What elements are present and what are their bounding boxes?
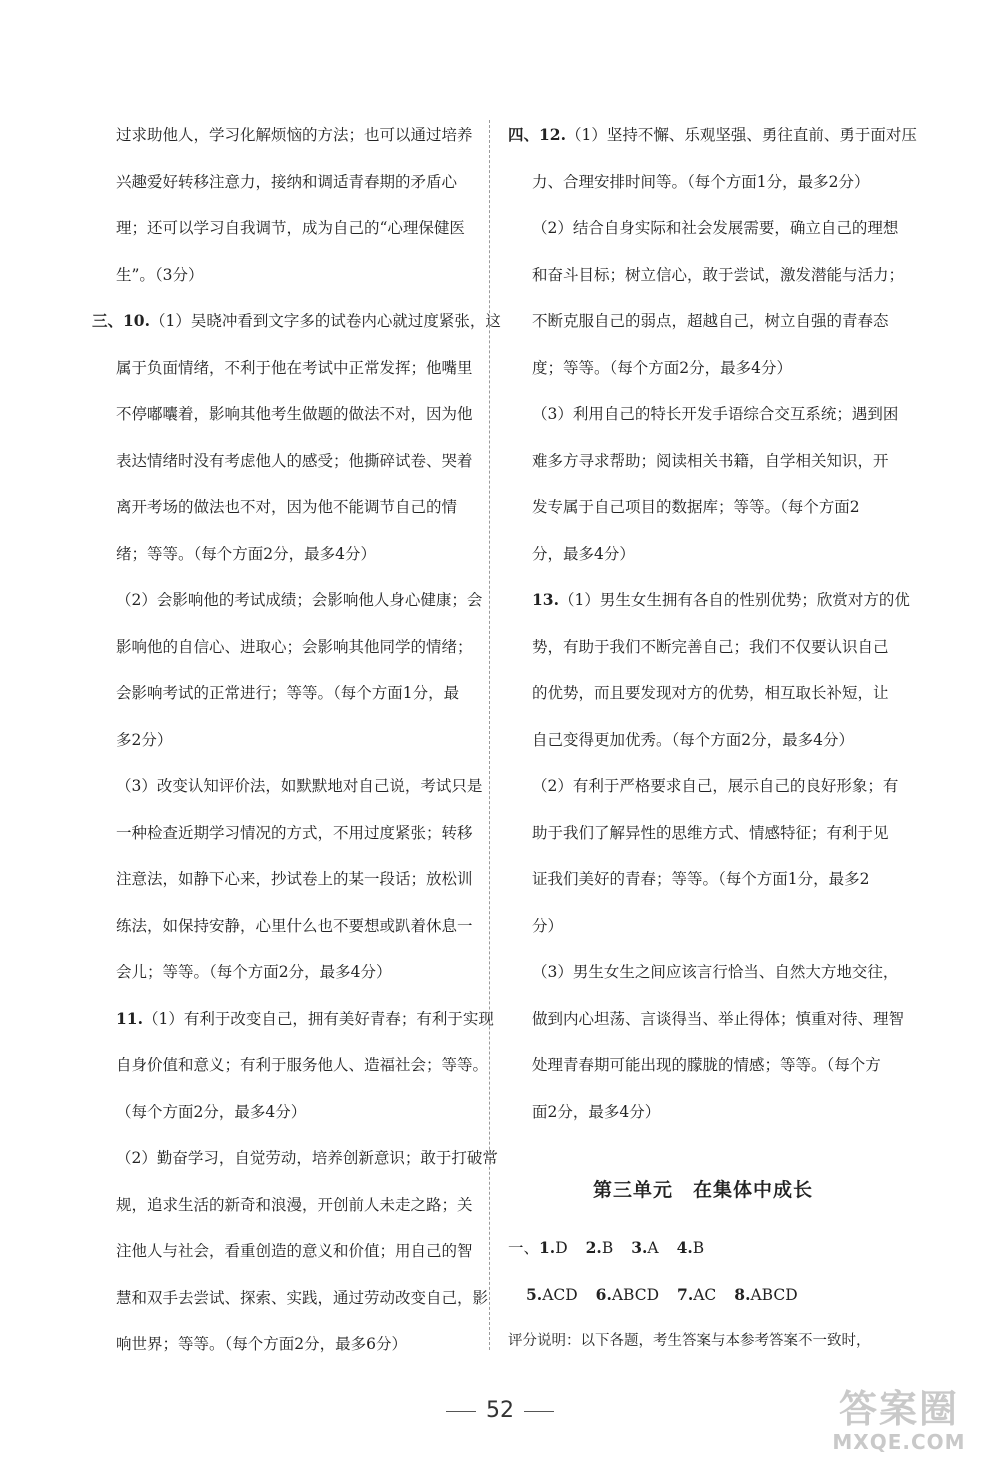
choice-answer bbox=[539, 1239, 568, 1257]
answer-line bbox=[508, 159, 898, 206]
answer-line bbox=[508, 531, 898, 578]
answer-text: 理；还可以学习自我调节，成为自己的“心理保健医 bbox=[116, 219, 465, 237]
choice-letter: ABCD bbox=[750, 1285, 798, 1304]
answer-text: 力、合理安排时间等。（每个方面1分，最多2分） bbox=[532, 172, 870, 191]
choice-number: 7. bbox=[677, 1284, 694, 1304]
answer-text: 离开考场的做法也不对，因为他不能调节自己的情 bbox=[116, 498, 458, 516]
choice-row bbox=[508, 1225, 898, 1272]
watermark bbox=[804, 1387, 994, 1457]
answer-text: （3）男生女生之间应该言行恰当、自然大方地交往， bbox=[532, 963, 899, 981]
answer-text: （每个方面2分，最多4分） bbox=[116, 1102, 307, 1121]
choice-answer bbox=[677, 1286, 716, 1304]
answer-text: 影响他的自信心、进取心；会影响其他同学的情绪； bbox=[116, 637, 473, 656]
choice-answer bbox=[526, 1286, 578, 1304]
answer-text: 多2分） bbox=[116, 730, 173, 749]
answer-line bbox=[92, 903, 478, 950]
answer-text: 处理青春期可能出现的朦胧的情感；等等。（每个方 bbox=[532, 1056, 881, 1074]
answer-line bbox=[92, 1135, 498, 1182]
answer-line bbox=[92, 996, 494, 1043]
answer-text: 难多方寻求帮助；阅读相关书籍，自学相关知识，开 bbox=[532, 451, 889, 470]
answer-text: 和奋斗目标；树立信心，敢于尝试，激发潜能与活力； bbox=[532, 265, 905, 284]
choice-answer bbox=[586, 1239, 614, 1257]
answer-text: （1）男生女生拥有各自的性别优势；欣赏对方的优 bbox=[558, 591, 910, 609]
answer-text: （2）勤奋学习，自觉劳动，培养创新意识；敢于打破常 bbox=[116, 1149, 498, 1167]
choice-letter: ABCD bbox=[611, 1285, 660, 1304]
choice-answer bbox=[677, 1239, 705, 1257]
answer-line bbox=[508, 345, 898, 392]
answer-text: 不断克服自己的弱点，超越自己，树立自强的青春态 bbox=[532, 312, 889, 330]
choice-answer bbox=[596, 1286, 659, 1304]
answer-line bbox=[508, 484, 898, 531]
answer-text: 规，追求生活的新奇和浪漫，开创前人未走之路；关 bbox=[116, 1195, 473, 1214]
answer-text: 分，最多4分） bbox=[532, 544, 635, 563]
page-number-right-dash bbox=[524, 1411, 554, 1412]
watermark-logo: 答案圈 bbox=[838, 1387, 959, 1431]
answer-line bbox=[92, 856, 478, 903]
choice-letter: ACD bbox=[542, 1285, 578, 1304]
answer-line bbox=[508, 717, 898, 764]
answer-text: （2）有利于严格要求自己，展示自己的良好形象；有 bbox=[532, 777, 899, 795]
grading-note: 评分说明：以下各题，考生答案与本参考答案不一致时， bbox=[508, 1333, 871, 1349]
answer-line bbox=[508, 112, 917, 159]
choice-number: 4. bbox=[676, 1238, 693, 1257]
answer-text: 分） bbox=[532, 916, 564, 935]
answer-line bbox=[92, 298, 501, 345]
answer-text: 一种检查近期学习情况的方式，不用过度紧张；转移 bbox=[116, 823, 473, 842]
answer-line bbox=[508, 205, 898, 252]
answer-line bbox=[508, 1089, 898, 1136]
answer-line bbox=[92, 391, 478, 438]
answer-line bbox=[92, 670, 478, 717]
answer-text: （1）吴晓冲看到文字多的试卷内心就过度紧张，这 bbox=[149, 312, 501, 330]
answer-line bbox=[508, 996, 905, 1043]
answer-line bbox=[508, 670, 898, 717]
answer-text: 绪；等等。（每个方面2分，最多4分） bbox=[116, 544, 376, 563]
answer-line bbox=[92, 112, 478, 159]
answer-line bbox=[92, 624, 478, 671]
answer-line bbox=[92, 1089, 478, 1136]
answer-text: 自身价值和意义；有利于服务他人、造福社会；等等。 bbox=[116, 1056, 489, 1074]
question-number: 三、10. bbox=[92, 311, 150, 330]
answer-line bbox=[508, 298, 898, 345]
watermark-domain: MXQE.COM bbox=[832, 1430, 966, 1454]
page-number-value: 52 bbox=[486, 1398, 514, 1423]
answer-line bbox=[508, 903, 898, 950]
question-number: 13. bbox=[532, 590, 559, 609]
answer-text: 发专属于自己项目的数据库；等等。（每个方面2 bbox=[532, 498, 860, 516]
answer-line bbox=[92, 531, 478, 578]
section-prefix: 一、 bbox=[508, 1239, 540, 1257]
answer-text: 响世界；等等。（每个方面2分，最多6分） bbox=[116, 1335, 407, 1353]
answer-line bbox=[92, 949, 478, 996]
right-column bbox=[508, 112, 917, 1365]
choice-letter: AC bbox=[693, 1285, 717, 1304]
answer-text: 做到内心坦荡、言谈得当、举止得体；慎重对待、理智 bbox=[532, 1009, 905, 1028]
answer-text: 会影响考试的正常进行；等等。（每个方面1分，最 bbox=[116, 684, 460, 702]
answer-text: 兴趣爱好转移注意力，接纳和调适青春期的矛盾心 bbox=[116, 172, 458, 191]
choice-letter: A bbox=[647, 1239, 659, 1257]
choice-number: 5. bbox=[526, 1284, 543, 1304]
answer-line bbox=[508, 763, 898, 810]
answer-line bbox=[508, 252, 905, 299]
multiple-choice-answers bbox=[508, 1225, 898, 1318]
choice-number: 1. bbox=[539, 1238, 556, 1257]
question-number: 四、12. bbox=[508, 125, 566, 144]
answer-line bbox=[92, 1228, 478, 1275]
answer-text: 面2分，最多4分） bbox=[532, 1102, 661, 1121]
answer-text: 生”。（3分） bbox=[116, 265, 204, 284]
answer-line bbox=[92, 1182, 478, 1229]
answer-line bbox=[508, 391, 898, 438]
answer-line bbox=[92, 763, 483, 810]
answer-text: 助于我们了解异性的思维方式、情感特征；有利于见 bbox=[532, 823, 889, 842]
answer-text: 不停嘟囔着，影响其他考生做题的做法不对，因为他 bbox=[116, 405, 473, 423]
answer-text: 证我们美好的青春；等等。（每个方面1分，最多2 bbox=[532, 870, 870, 888]
left-column bbox=[92, 112, 501, 1368]
answer-line bbox=[92, 205, 478, 252]
answer-text: （2）结合自身实际和社会发展需要，确立自己的理想 bbox=[532, 219, 899, 237]
choice-row bbox=[508, 1272, 898, 1319]
choice-answer bbox=[734, 1286, 797, 1304]
choice-number: 2. bbox=[585, 1238, 602, 1257]
answer-text: 度；等等。（每个方面2分，最多4分） bbox=[532, 358, 792, 377]
answer-text: （3）利用自己的特长开发手语综合交互系统；遇到困 bbox=[532, 405, 899, 423]
answer-line bbox=[508, 577, 910, 624]
answer-text: 注他人与社会，看重创造的意义和价值；用自己的智 bbox=[116, 1242, 473, 1260]
choice-letter: D bbox=[555, 1239, 568, 1257]
column-divider bbox=[489, 120, 490, 1350]
answer-line bbox=[92, 717, 478, 764]
answer-line bbox=[92, 252, 478, 299]
unit-title: 第三单元 在集体中成长 bbox=[592, 1179, 813, 1201]
answer-line bbox=[92, 159, 478, 206]
choice-letter: B bbox=[692, 1239, 705, 1257]
answer-text: 的优势，而且要发现对方的优势，相互取长补短，让 bbox=[532, 684, 889, 702]
answer-text: （2）会影响他的考试成绩；会影响他人身心健康；会 bbox=[116, 591, 483, 609]
answer-line bbox=[508, 438, 898, 485]
right-answers bbox=[508, 112, 917, 1135]
answer-text: 慧和双手去尝试、探索、实践，通过劳动改变自己，影 bbox=[116, 1288, 489, 1307]
question-number: 11. bbox=[116, 1008, 143, 1028]
choice-number: 6. bbox=[595, 1284, 612, 1304]
answer-text: 势，有助于我们不断完善自己；我们不仅要认识自己 bbox=[532, 637, 889, 656]
answer-line bbox=[508, 810, 898, 857]
answer-line bbox=[508, 856, 898, 903]
answer-line bbox=[92, 1275, 489, 1322]
answer-line bbox=[92, 438, 478, 485]
answer-line bbox=[92, 1321, 478, 1368]
answer-line bbox=[508, 624, 898, 671]
answer-line bbox=[508, 949, 898, 996]
choice-number: 8. bbox=[734, 1284, 751, 1304]
answer-text: 属于负面情绪，不利于他在考试中正常发挥；他嘴里 bbox=[116, 358, 473, 377]
choice-number: 3. bbox=[631, 1238, 648, 1257]
answer-line bbox=[92, 577, 483, 624]
answer-text: 自己变得更加优秀。（每个方面2分，最多4分） bbox=[532, 730, 854, 749]
answer-text: 练法，如保持安静，心里什么也不要想或趴着休息一 bbox=[116, 916, 473, 935]
answer-text: 表达情绪时没有考虑他人的感受；他撕碎试卷、哭着 bbox=[116, 451, 473, 470]
page-number-left-dash bbox=[446, 1411, 476, 1412]
answer-text: （1）有利于改变自己，拥有美好青春；有利于实现 bbox=[142, 1009, 494, 1028]
choice-letter: B bbox=[601, 1239, 614, 1257]
answer-line bbox=[92, 810, 478, 857]
answer-line bbox=[92, 484, 478, 531]
answer-text: 注意法，如静下心来，抄试卷上的某一段话；放松训 bbox=[116, 870, 473, 888]
answer-text: （1）坚持不懈、乐观坚强、勇往直前、勇于面对压 bbox=[565, 126, 917, 144]
answer-text: （3）改变认知评价法，如默默地对自己说，考试只是 bbox=[116, 777, 483, 795]
answer-line bbox=[92, 345, 478, 392]
answer-line bbox=[508, 1042, 898, 1089]
choice-answer bbox=[631, 1239, 658, 1257]
answer-line bbox=[92, 1042, 489, 1089]
answer-text: 过求助他人，学习化解烦恼的方法；也可以通过培养 bbox=[116, 126, 473, 144]
answer-text: 会儿；等等。（每个方面2分，最多4分） bbox=[116, 963, 392, 981]
